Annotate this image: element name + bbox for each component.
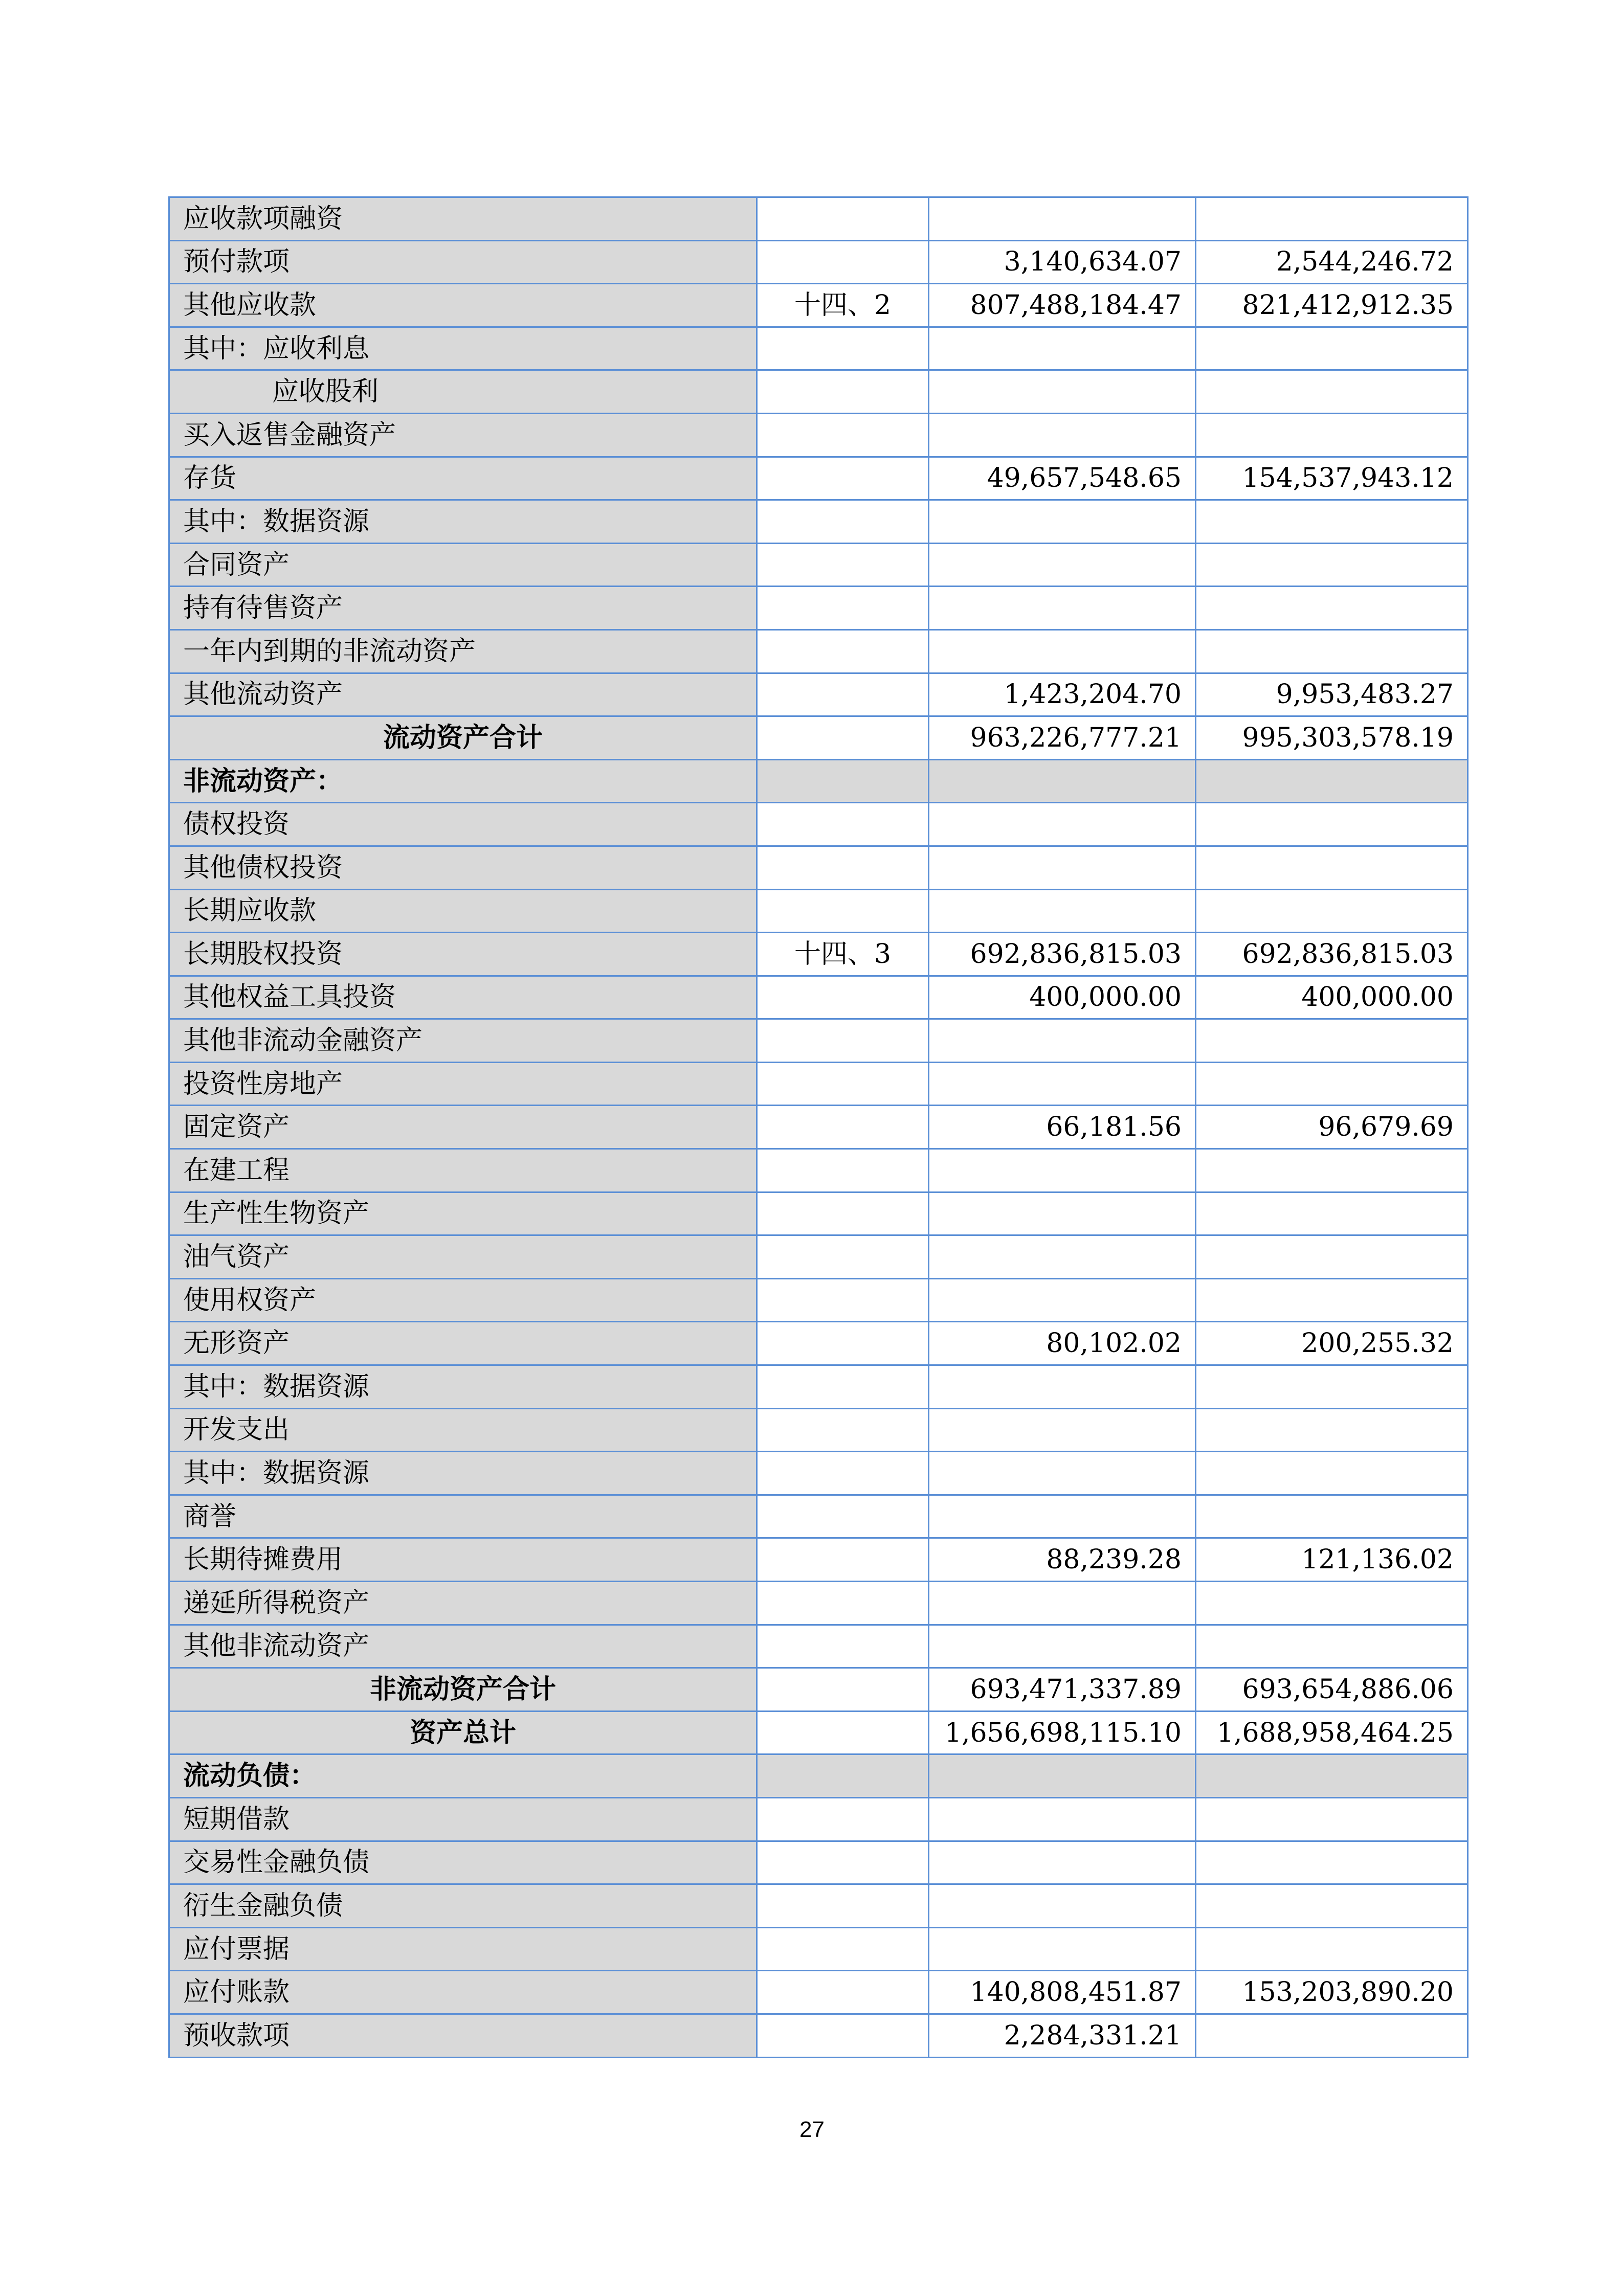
prior-period-value: 200,255.32	[1196, 1322, 1468, 1365]
table-row	[169, 629, 1468, 673]
row-label: 预收款项	[169, 2014, 757, 2057]
note-cell	[757, 197, 929, 241]
table-row	[169, 1278, 1468, 1322]
current-period-value	[929, 500, 1196, 544]
current-period-value	[929, 1235, 1196, 1279]
table-row	[169, 1971, 1468, 2014]
row-label: 生产性生物资产	[169, 1192, 757, 1235]
table-row	[169, 1106, 1468, 1149]
prior-period-value	[1196, 1582, 1468, 1625]
prior-period-value	[1196, 846, 1468, 889]
note-cell	[757, 1106, 929, 1149]
current-period-value	[929, 1495, 1196, 1538]
page-number: 27	[799, 2117, 825, 2142]
note-cell	[757, 1797, 929, 1841]
table-row	[169, 1365, 1468, 1409]
note-cell	[757, 846, 929, 889]
prior-period-value: 692,836,815.03	[1196, 933, 1468, 976]
current-period-value	[929, 1927, 1196, 1971]
row-label: 其他非流动资产	[169, 1625, 757, 1668]
current-period-value	[929, 1278, 1196, 1322]
table-row	[169, 1452, 1468, 1495]
current-period-value: 1,656,698,115.10	[929, 1711, 1196, 1754]
prior-period-value	[1196, 1927, 1468, 1971]
current-period-value	[929, 587, 1196, 630]
prior-period-value	[1196, 803, 1468, 846]
note-cell	[757, 543, 929, 587]
note-cell: 十四、3	[757, 933, 929, 976]
table-row	[169, 1192, 1468, 1235]
table-row	[169, 1841, 1468, 1884]
current-period-value: 2,284,331.21	[929, 2014, 1196, 2057]
prior-period-value: 9,953,483.27	[1196, 673, 1468, 716]
current-period-value	[929, 759, 1196, 803]
table-row	[169, 240, 1468, 284]
row-label: 应收股利	[169, 370, 757, 414]
current-period-value	[929, 1582, 1196, 1625]
row-label: 存货	[169, 457, 757, 500]
row-label: 长期股权投资	[169, 933, 757, 976]
table-row	[169, 500, 1468, 544]
table-row	[169, 1538, 1468, 1582]
note-cell	[757, 1754, 929, 1798]
note-cell	[757, 1452, 929, 1495]
note-cell	[757, 629, 929, 673]
table-row	[169, 846, 1468, 889]
prior-period-value	[1196, 1365, 1468, 1409]
note-cell	[757, 976, 929, 1019]
prior-period-value	[1196, 1797, 1468, 1841]
note-cell	[757, 587, 929, 630]
table-row	[169, 889, 1468, 933]
row-label: 应付账款	[169, 1971, 757, 2014]
table-row	[169, 2014, 1468, 2057]
row-label: 衍生金融负债	[169, 1884, 757, 1928]
row-label: 应付票据	[169, 1927, 757, 1971]
table-row	[169, 1322, 1468, 1365]
current-period-value: 1,423,204.70	[929, 673, 1196, 716]
note-cell	[757, 1582, 929, 1625]
note-cell	[757, 327, 929, 370]
current-period-value: 807,488,184.47	[929, 284, 1196, 327]
current-period-value	[929, 1019, 1196, 1063]
prior-period-value: 153,203,890.20	[1196, 1971, 1468, 2014]
current-period-value	[929, 629, 1196, 673]
prior-period-value: 400,000.00	[1196, 976, 1468, 1019]
row-label: 资产总计	[169, 1711, 757, 1754]
table-row	[169, 976, 1468, 1019]
current-period-value	[929, 1884, 1196, 1928]
current-period-value	[929, 543, 1196, 587]
current-period-value	[929, 1062, 1196, 1106]
row-label: 债权投资	[169, 803, 757, 846]
balance-sheet-table	[168, 196, 1469, 2058]
current-period-value	[929, 889, 1196, 933]
section-header-row	[169, 1754, 1468, 1798]
current-period-value	[929, 1452, 1196, 1495]
prior-period-value: 96,679.69	[1196, 1106, 1468, 1149]
current-period-value: 692,836,815.03	[929, 933, 1196, 976]
row-label: 非流动资产：	[169, 759, 757, 803]
prior-period-value	[1196, 327, 1468, 370]
row-label: 长期应收款	[169, 889, 757, 933]
note-cell	[757, 1192, 929, 1235]
row-label: 投资性房地产	[169, 1062, 757, 1106]
note-cell	[757, 1408, 929, 1452]
note-cell	[757, 240, 929, 284]
row-label: 应收款项融资	[169, 197, 757, 241]
table-row	[169, 1582, 1468, 1625]
prior-period-value: 1,688,958,464.25	[1196, 1711, 1468, 1754]
row-label: 递延所得税资产	[169, 1582, 757, 1625]
prior-period-value	[1196, 1495, 1468, 1538]
note-cell	[757, 1841, 929, 1884]
table-row	[169, 284, 1468, 327]
row-label: 非流动资产合计	[169, 1668, 757, 1712]
prior-period-value	[1196, 1019, 1468, 1063]
prior-period-value: 821,412,912.35	[1196, 284, 1468, 327]
row-label: 其他权益工具投资	[169, 976, 757, 1019]
current-period-value: 88,239.28	[929, 1538, 1196, 1582]
current-period-value	[929, 370, 1196, 414]
table-row	[169, 1625, 1468, 1668]
table-row	[169, 370, 1468, 414]
prior-period-value	[1196, 759, 1468, 803]
prior-period-value	[1196, 1062, 1468, 1106]
prior-period-value	[1196, 587, 1468, 630]
current-period-value: 400,000.00	[929, 976, 1196, 1019]
row-label: 其中：应收利息	[169, 327, 757, 370]
prior-period-value	[1196, 197, 1468, 241]
prior-period-value	[1196, 629, 1468, 673]
current-period-value	[929, 1408, 1196, 1452]
row-label: 其中：数据资源	[169, 1452, 757, 1495]
prior-period-value	[1196, 1408, 1468, 1452]
note-cell	[757, 500, 929, 544]
note-cell	[757, 803, 929, 846]
current-period-value: 693,471,337.89	[929, 1668, 1196, 1712]
row-label: 其他应收款	[169, 284, 757, 327]
prior-period-value: 2,544,246.72	[1196, 240, 1468, 284]
table-row	[169, 457, 1468, 500]
prior-period-value	[1196, 1452, 1468, 1495]
table-row	[169, 1495, 1468, 1538]
row-label: 开发支出	[169, 1408, 757, 1452]
current-period-value: 80,102.02	[929, 1322, 1196, 1365]
row-label: 短期借款	[169, 1797, 757, 1841]
prior-period-value	[1196, 500, 1468, 544]
row-label: 其他债权投资	[169, 846, 757, 889]
prior-period-value: 154,537,943.12	[1196, 457, 1468, 500]
row-label: 无形资产	[169, 1322, 757, 1365]
row-label: 其中：数据资源	[169, 500, 757, 544]
table-row	[169, 1062, 1468, 1106]
note-cell	[757, 889, 929, 933]
current-period-value	[929, 1754, 1196, 1798]
row-label: 其他流动资产	[169, 673, 757, 716]
note-cell	[757, 457, 929, 500]
row-label: 预付款项	[169, 240, 757, 284]
table-row	[169, 413, 1468, 457]
table-row	[169, 1408, 1468, 1452]
prior-period-value: 995,303,578.19	[1196, 716, 1468, 760]
prior-period-value	[1196, 1278, 1468, 1322]
subtotal-row	[169, 1668, 1468, 1712]
row-label: 流动负债：	[169, 1754, 757, 1798]
current-period-value	[929, 413, 1196, 457]
prior-period-value	[1196, 1754, 1468, 1798]
note-cell	[757, 1149, 929, 1192]
subtotal-row	[169, 716, 1468, 760]
table-row	[169, 327, 1468, 370]
current-period-value: 140,808,451.87	[929, 1971, 1196, 2014]
table-row	[169, 1927, 1468, 1971]
table-row	[169, 587, 1468, 630]
current-period-value: 49,657,548.65	[929, 457, 1196, 500]
note-cell: 十四、2	[757, 284, 929, 327]
prior-period-value	[1196, 1149, 1468, 1192]
prior-period-value	[1196, 543, 1468, 587]
row-label: 其中：数据资源	[169, 1365, 757, 1409]
current-period-value	[929, 846, 1196, 889]
row-label: 商誉	[169, 1495, 757, 1538]
note-cell	[757, 1971, 929, 2014]
row-label: 合同资产	[169, 543, 757, 587]
prior-period-value	[1196, 2014, 1468, 2057]
prior-period-value	[1196, 1884, 1468, 1928]
table-row	[169, 197, 1468, 241]
note-cell	[757, 1322, 929, 1365]
note-cell	[757, 1711, 929, 1754]
table-row	[169, 1235, 1468, 1279]
table-row	[169, 673, 1468, 716]
table-row	[169, 933, 1468, 976]
note-cell	[757, 1235, 929, 1279]
row-label: 持有待售资产	[169, 587, 757, 630]
current-period-value	[929, 1625, 1196, 1668]
current-period-value: 963,226,777.21	[929, 716, 1196, 760]
note-cell	[757, 413, 929, 457]
current-period-value	[929, 327, 1196, 370]
prior-period-value	[1196, 1235, 1468, 1279]
current-period-value	[929, 1365, 1196, 1409]
note-cell	[757, 1668, 929, 1712]
section-header-row	[169, 759, 1468, 803]
table-row	[169, 1797, 1468, 1841]
note-cell	[757, 1495, 929, 1538]
note-cell	[757, 2014, 929, 2057]
subtotal-row	[169, 1711, 1468, 1754]
note-cell	[757, 1625, 929, 1668]
note-cell	[757, 370, 929, 414]
current-period-value: 3,140,634.07	[929, 240, 1196, 284]
balance-sheet-body	[169, 197, 1468, 2058]
prior-period-value	[1196, 413, 1468, 457]
note-cell	[757, 1538, 929, 1582]
row-label: 长期待摊费用	[169, 1538, 757, 1582]
current-period-value	[929, 1797, 1196, 1841]
table-row	[169, 1019, 1468, 1063]
note-cell	[757, 1278, 929, 1322]
prior-period-value: 693,654,886.06	[1196, 1668, 1468, 1712]
note-cell	[757, 1062, 929, 1106]
row-label: 交易性金融负债	[169, 1841, 757, 1884]
row-label: 在建工程	[169, 1149, 757, 1192]
note-cell	[757, 1927, 929, 1971]
table-row	[169, 1884, 1468, 1928]
table-row	[169, 1149, 1468, 1192]
current-period-value	[929, 1149, 1196, 1192]
row-label: 其他非流动金融资产	[169, 1019, 757, 1063]
note-cell	[757, 759, 929, 803]
current-period-value	[929, 197, 1196, 241]
table-row	[169, 803, 1468, 846]
table-row	[169, 543, 1468, 587]
row-label: 油气资产	[169, 1235, 757, 1279]
current-period-value	[929, 803, 1196, 846]
row-label: 使用权资产	[169, 1278, 757, 1322]
prior-period-value	[1196, 1625, 1468, 1668]
row-label: 一年内到期的非流动资产	[169, 629, 757, 673]
note-cell	[757, 1019, 929, 1063]
current-period-value: 66,181.56	[929, 1106, 1196, 1149]
row-label: 固定资产	[169, 1106, 757, 1149]
prior-period-value	[1196, 1841, 1468, 1884]
note-cell	[757, 673, 929, 716]
row-label: 买入返售金融资产	[169, 413, 757, 457]
prior-period-value	[1196, 370, 1468, 414]
prior-period-value: 121,136.02	[1196, 1538, 1468, 1582]
note-cell	[757, 1884, 929, 1928]
prior-period-value	[1196, 1192, 1468, 1235]
row-label: 流动资产合计	[169, 716, 757, 760]
current-period-value	[929, 1192, 1196, 1235]
note-cell	[757, 1365, 929, 1409]
note-cell	[757, 716, 929, 760]
prior-period-value	[1196, 889, 1468, 933]
current-period-value	[929, 1841, 1196, 1884]
